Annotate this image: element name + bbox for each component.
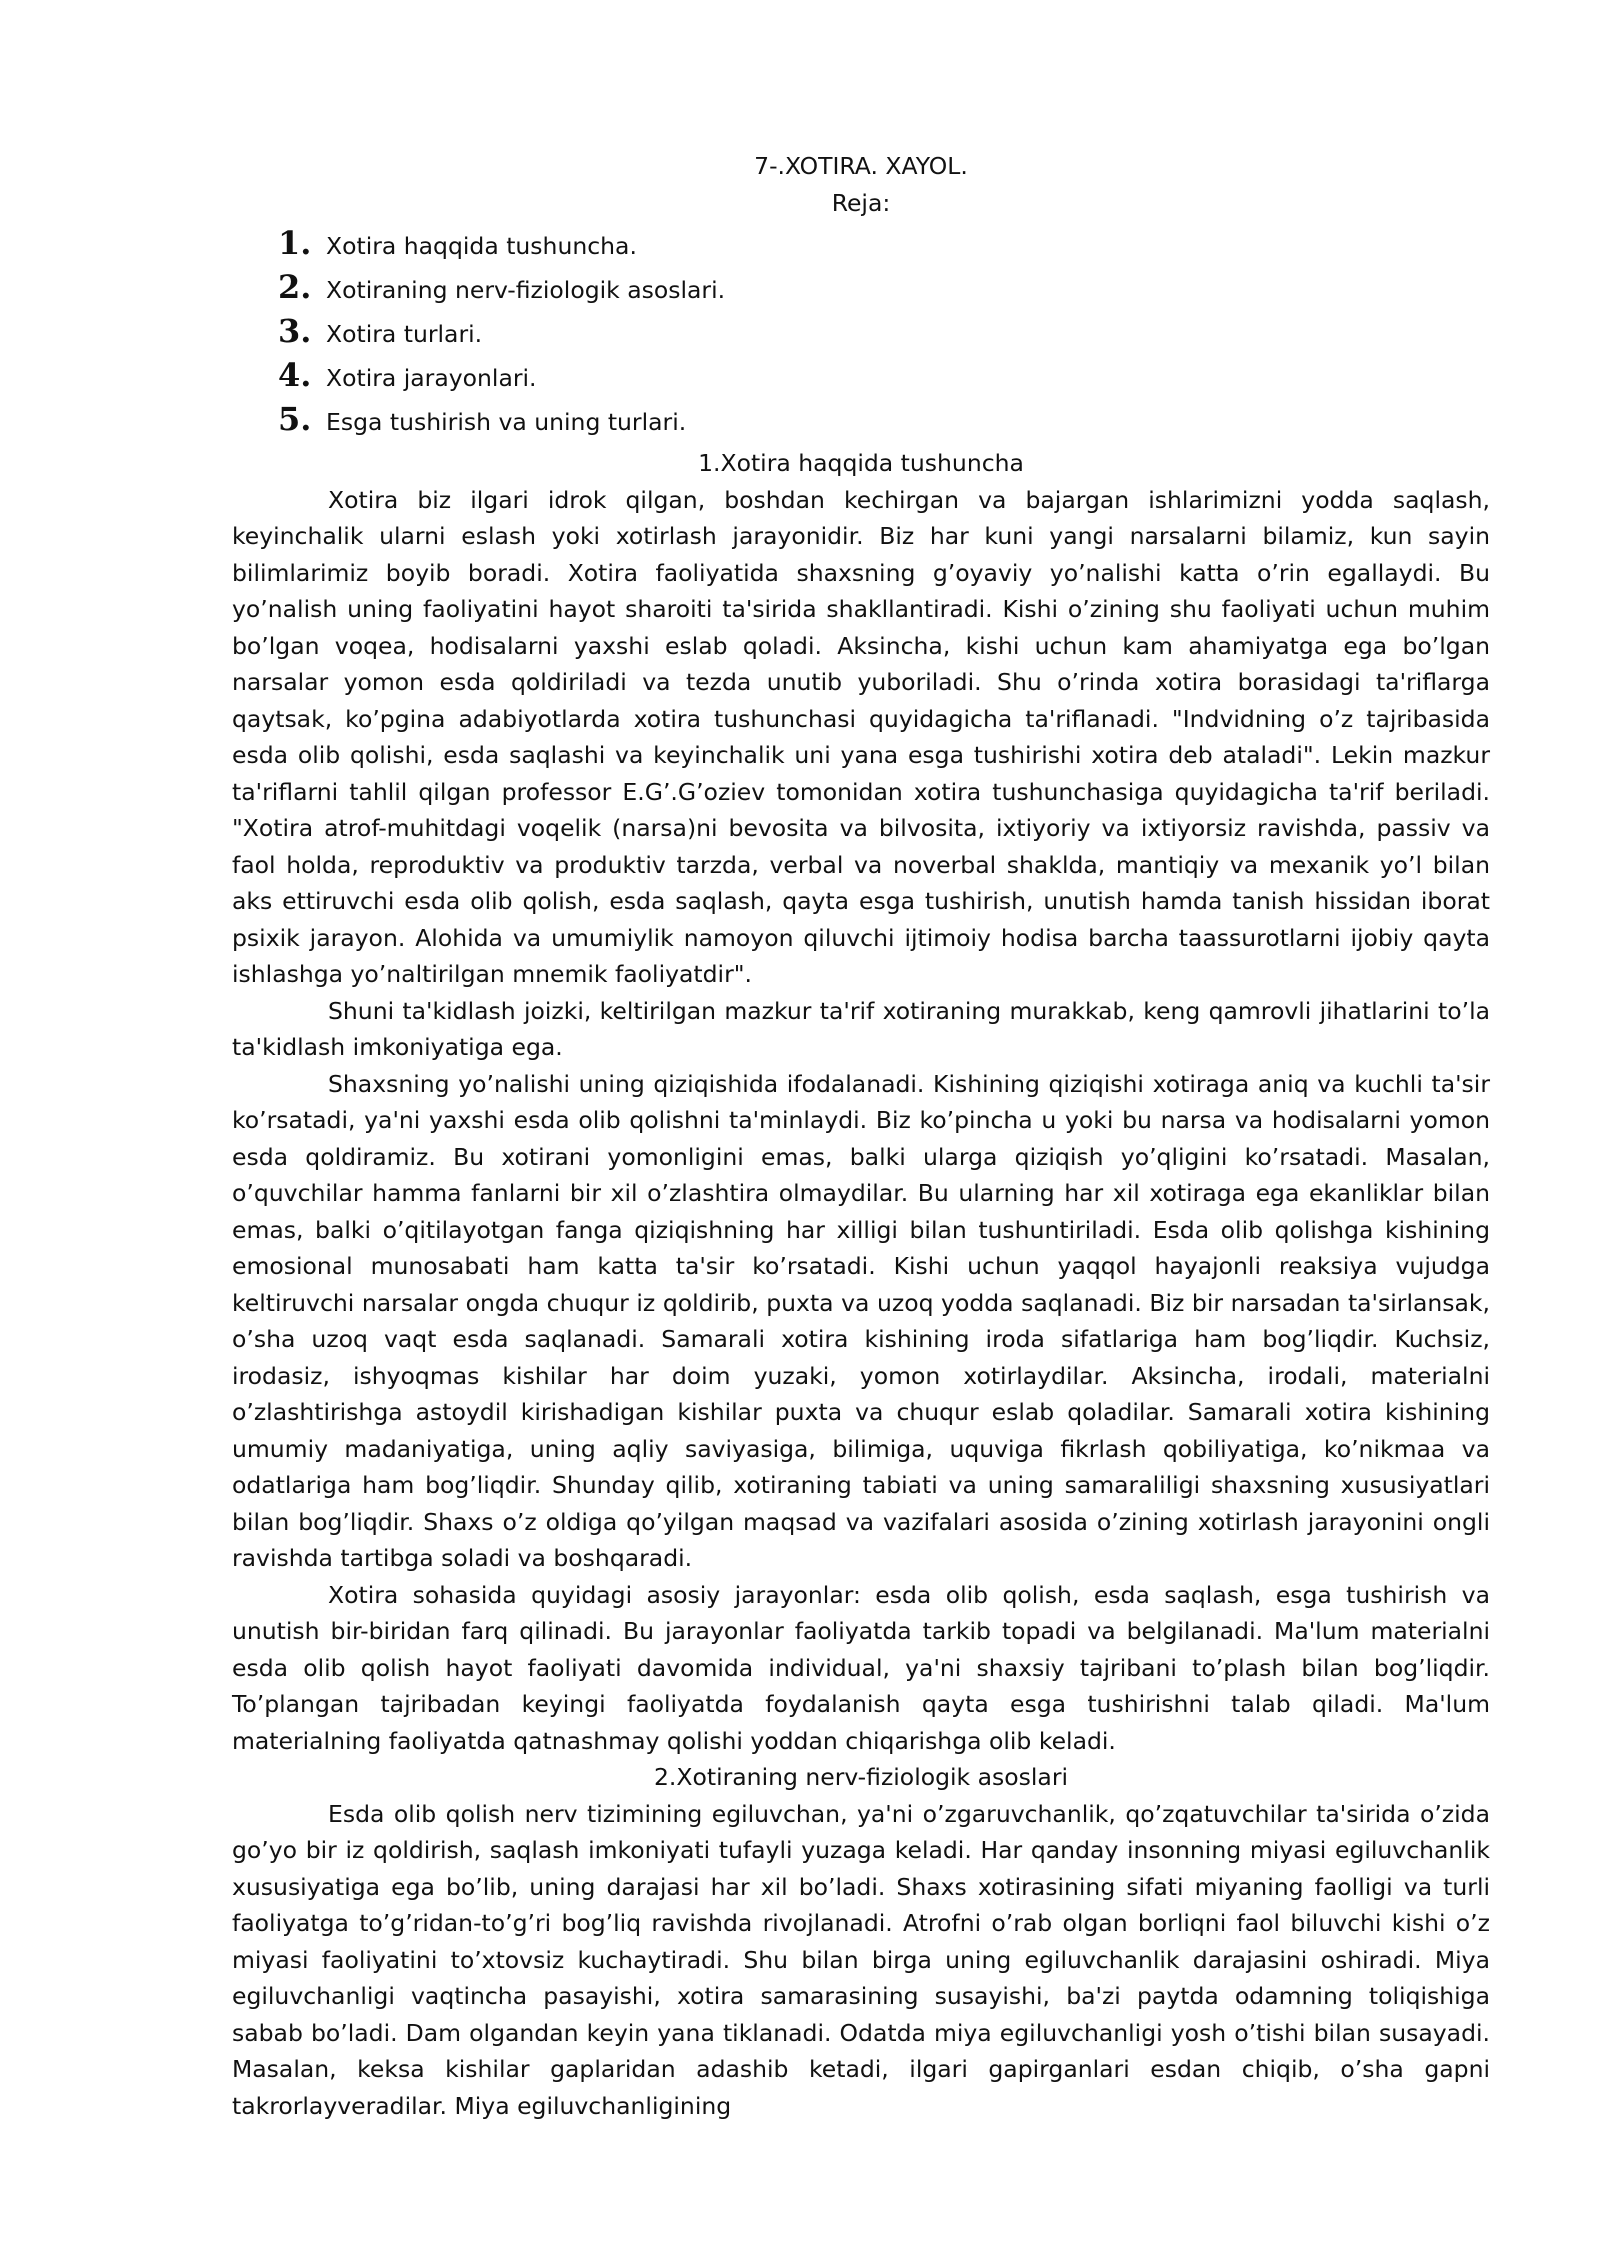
plan-item [278,225,1490,269]
plan-item-number: 5. [278,400,312,438]
plan-item-number: 4. [278,356,312,394]
plan-item [278,313,1490,357]
section-heading-1: 1.Xotira haqqida tushuncha [698,449,1024,477]
paragraph: Shuni ta'kidlash joizki, keltirilgan mazkur ta'rif xotiraning murakkab, keng qamrovli jihatlarini to’la ta'kidlash imkoniyatiga ega. [232,996,1490,1061]
plan-item-number: 1. [278,224,312,262]
plan-item-text: Xotira turlari. [326,320,483,348]
plan-list [278,225,1490,445]
plan-item-text: Xotira haqqida tushuncha. [326,232,637,260]
paragraph: Xotira biz ilgari idrok qilgan, boshdan kechirgan va bajargan ishlarimizni yodda saqlash, keyinchalik ularni eslash yoki xotirlash jarayonidir. Biz har kuni yangi narsalarni bilamiz, kun sayin bilimlarimiz boyib boradi. Xotira faoliyatida shaxsning g’oyaviy yo’nalishi katta o’rin egallaydi. Bu yo’nalish uning faoliyatini hayot sharoiti ta'sirida shakllantiradi. Kishi o’zining shu faoliyati uchun muhim bo’lgan voqea, hodisalarni yaxshi eslab qoladi. Aksincha, kishi uchun kam ahamiyatga ega bo’lgan narsalar yomon esda qoldiriladi va tezda unutib yuboriladi. Shu o’rinda xotira borasidagi ta'riflarga qaytsak, ko’pgina adabiyotlarda xotira tushunchasi quyidagicha ta'riflanadi. "Indvidning o’z tajribasida esda olib qolishi, esda saqlashi va keyinchalik uni yana esga tushirishi xotira deb ataladi". Lekin mazkur ta'riflarni tahlil qilgan professor E.G’.G’oziev tomonidan xotira tushunchasiga quyidagicha ta'rif beriladi. "Xotira atrof-muhitdagi voqelik (narsa)ni bevosita va bilvosita, ixtiyoriy va ixtiyorsiz ravishda, passiv va faol holda, reproduktiv va produktiv tarzda, verbal va noverbal shaklda, mantiqiy va mexanik yo’l bilan aks ettiruvchi esda olib qolish, esda saqlash, qayta esga tushirish, unutish hamda tanish hissidan iborat psixik jarayon. Alohida va umumiylik namoyon qiluvchi ijtimoiy hodisa barcha taassurotlarni ijobiy qayta ishlashga yo’naltirilgan mnemik faoliyatdir". [232,485,1490,988]
paragraph: Esda olib qolish nerv tizimining egiluvchan, ya'ni o’zgaruvchanlik, qo’zqatuvchilar ta'sirida o’zida go’yo bir iz qoldirish, saqlash imkoniyati tufayli yuzaga keladi. Har qanday insonning miyasi egiluvchanlik xususiyatiga ega bo’lib, uning darajasi har xil bo’ladi. Shaxs xotirasining sifati miyaning faolligi va turli faoliyatga to’g’ridan-to’g’ri bog’liq ravishda rivojlanadi. Atrofni o’rab olgan borliqni faol biluvchi kishi o’z miyasi faoliyatini to’xtovsiz kuchaytiradi. Shu bilan birga uning egiluvchanlik darajasini oshiradi. Miya egiluvchanligi vaqtincha pasayishi, xotira samarasining susayishi, ba'zi paytda odamning toliqishiga sabab bo’ladi. Dam olgandan keyin yana tiklanadi. Odatda miya egiluvchanligi yosh o’tishi bilan susayadi. Masalan, keksa kishilar gaplaridan adashib ketadi, ilgari gapirganlari esdan chiqib, o’sha gapni takrorlayveradilar. Miya egiluvchanligining [232,1799,1490,2120]
paragraph: Xotira sohasida quyidagi asosiy jarayonlar: esda olib qolish, esda saqlash, esga tushirish va unutish bir-biridan farq qilinadi. Bu jarayonlar faoliyatda tarkib topadi va belgilanadi. Ma'lum materialni esda olib qolish hayot faoliyati davomida individual, ya'ni shaxsiy tajribani to’plash bilan bog’liqdir. To’plangan tajribadan keyingi faoliyatda foydalanish qayta esga tushirishni talab qiladi. Ma'lum materialning faoliyatda qatnashmay qolishi yoddan chiqarishga olib keladi. [232,1580,1490,1755]
plan-item-text: Xotira jarayonlari. [326,364,537,392]
plan-item-number: 3. [278,312,312,350]
plan-item-text: Xotiraning nerv-fiziologik asoslari. [326,276,726,304]
document-title: 7-.XOTIRA. XAYOL. [754,152,968,180]
document-page [232,148,1490,2124]
paragraph: Shaxsning yo’nalishi uning qiziqishida ifodalanadi. Kishining qiziqishi xotiraga aniq va kuchli ta'sir ko’rsatadi, ya'ni yaxshi esda olib qolishni ta'minlaydi. Biz ko’pincha u yoki bu narsa va hodisalarni yomon esda qoldiramiz. Bu xotirani yomonligini emas, balki ularga qiziqish yo’qligini ko’rsatadi. Masalan, o’quvchilar hamma fanlarni bir xil o’zlashtira olmaydilar. Bu ularning har xil xotiraga ega ekanliklar bilan emas, balki o’qitilayotgan fanga qiziqishning har xilligi bilan tushuntiriladi. Esda olib qolishga kishining emosional munosabati ham katta ta'sir ko’rsatadi. Kishi uchun yaqqol hayajonli reaksiya vujudga keltiruvchi narsalar ongda chuqur iz qoldirib, puxta va uzoq yodda saqlanadi. Biz bir narsadan ta'sirlansak, o’sha uzoq vaqt esda saqlanadi. Samarali xotira kishining iroda sifatlariga ham bog’liqdir. Kuchsiz, irodasiz, ishyoqmas kishilar har doim yuzaki, yomon xotirlaydilar. Aksincha, irodali, materialni o’zlashtirishga astoydil kirishadigan kishilar puxta va chuqur eslab qoladilar. Samarali xotira kishining umumiy madaniyatiga, uning aqliy saviyasiga, bilimiga, uquviga fikrlash qobiliyatiga, ko’nikmaa va odatlariga ham bog’liqdir. Shunday qilib, xotiraning tabiati va uning samaraliligi shaxsning xususiyatlari bilan bog’liqdir. Shaxs o’z oldiga qo’yilgan maqsad va vazifalari asosida o’zining xotirlash jarayonini ongli ravishda tartibga soladi va boshqaradi. [232,1069,1490,1572]
plan-item [278,269,1490,313]
plan-item-number: 2. [278,268,312,306]
section-heading-2: 2.Xotiraning nerv-fiziologik asoslari [653,1763,1069,1791]
plan-item [278,357,1490,401]
plan-item-text: Esga tushirish va uning turlari. [326,408,687,436]
plan-item [278,401,1490,445]
plan-label: Reja: [831,188,891,217]
